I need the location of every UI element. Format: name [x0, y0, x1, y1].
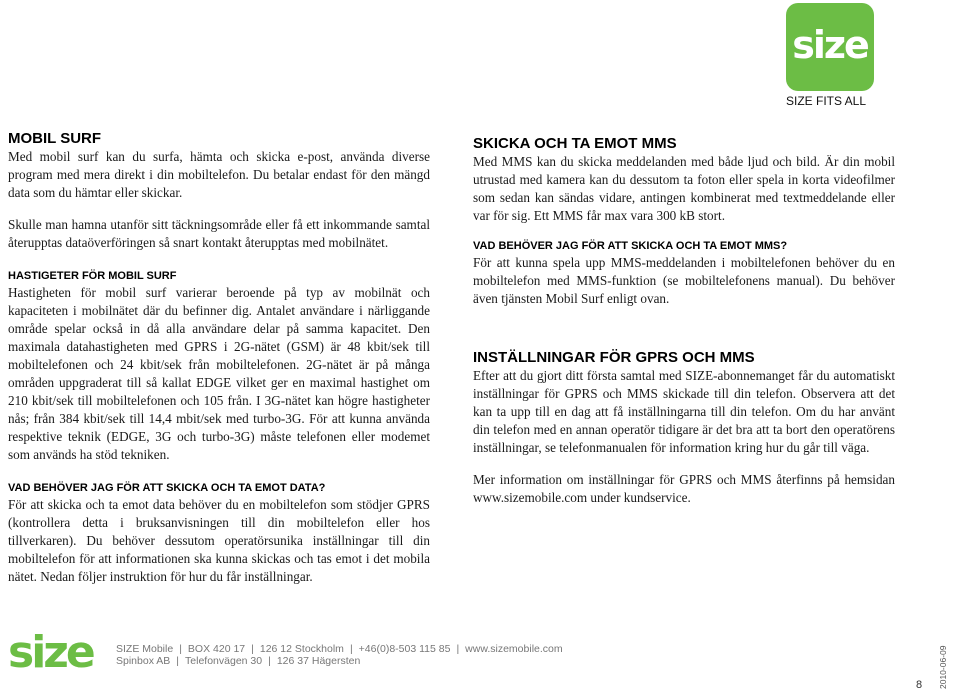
- section-title-mms: SKICKA OCH TA EMOT MMS: [473, 135, 677, 152]
- footer-address-line-1: SIZE Mobile | BOX 420 17 | 126 12 Stockholm | +46(0)8-503 115 85 | www.sizemobile.com: [116, 643, 563, 655]
- paragraph-settings: Efter att du gjort ditt första samtal med SIZE-abonnemanget får du automatiskt inställningar för GPRS och MMS skickade till din telefon. Observera att det kan ta upp till en dag att få inställningarna till din telefon. Om du har använt din telefon med en annan operatör tidigare är det bra att ta bort den operatörens inställningar, se telefonmanualen för information kring hur du går till väga.: [473, 368, 895, 455]
- paragraph-mms-intro: Med MMS kan du skicka meddelanden med både ljud och bild. Är din mobil utrustad med kamera kan du dessutom ta foton eller spela in korta videofilmer som sedan kan sändas vidare, antingen kombinerat med textmeddelande eller var för sig. Ett MMS får max vara 300 kB stort.: [473, 154, 895, 223]
- footer-logo: size: [8, 627, 93, 678]
- footer-street: Telefonvägen 30: [185, 655, 263, 667]
- paragraph-more-info: Mer information om inställningar för GPRS och MMS återfinns på hemsidan www.sizemobile.com under kundservice.: [473, 472, 895, 505]
- subheading-need-data: VAD BEHÖVER JAG FÖR ATT SKICKA OCH TA EMOT DATA?: [8, 482, 326, 494]
- logo-text: size: [792, 23, 868, 67]
- footer-company-2: Spinbox AB: [116, 655, 171, 667]
- paragraph-need-data: För att skicka och ta emot data behöver du en mobiltelefon som stödjer GPRS (kontrollera detta i bruksanvisningen till din mobiltelefon eller hos tillverkaren). Du behöver dessutom operatörsunika inställningar till din mobiltelefon för att informationen ska kunna skickas och tas emot i det mobila nätet. Nedan följer instruktion för hur du får inställningar.: [8, 497, 430, 584]
- paragraph-speeds: Hastigheten för mobil surf varierar beroende på typ av mobilnät och kapaciteten i mobilnätet där du befinner dig. Antalet användare i närliggande område spelar också in då alla användare delar på samma kapacitet. Den maximala datahastigheten med GPRS i 2G-nätet (GSM) är 48 kbit/sek till mobiltelefonen och 24 kbit/sek från mobiltelefonen. 2G-nätet är på många områden uppgraderat till så kallat EDGE vilket ger en maximal hastighet om 210 kbit/sek till mobiltelefonen och 105 från. I 3G-nätet kan högre hastigheter nås; från 384 kbit/sek till 14,4 mbit/sek med turbo-3G. För att kunna använda respektive teknik (EDGE, 3G och turbo-3G) måste telefonen eller modemet som används ha stöd tekniken.: [8, 285, 430, 462]
- size-logo: [786, 3, 874, 91]
- footer-postal: 126 12 Stockholm: [259, 643, 344, 655]
- footer-address-line-2: Spinbox AB | Telefonvägen 30 | 126 37 Hägersten: [116, 655, 361, 667]
- footer: [0, 625, 960, 691]
- footer-phone: +46(0)8-503 115 85: [358, 643, 451, 655]
- left-column: [8, 130, 430, 586]
- paragraph-need-mms: För att kunna spela upp MMS-meddelanden i mobiltelefonen behöver du en mobiltelefon med MMS-funktion (se mobiltelefonens manual). Du behöver även tjänsten Mobil Surf enligt ovan.: [473, 255, 895, 306]
- tagline: SIZE FITS ALL: [786, 94, 867, 108]
- section-title-settings: INSTÄLLNINGAR FÖR GPRS OCH MMS: [473, 349, 755, 366]
- document-date: 2010-06-09: [938, 645, 948, 689]
- subheading-need-mms: VAD BEHÖVER JAG FÖR ATT SKICKA OCH TA EMOT MMS?: [473, 240, 788, 252]
- section-title-mobil-surf: MOBIL SURF: [8, 130, 102, 147]
- footer-company: SIZE Mobile: [116, 643, 174, 655]
- right-column: [473, 135, 895, 507]
- footer-box: BOX 420 17: [187, 643, 246, 655]
- page-number: 8: [916, 679, 923, 691]
- paragraph-coverage: Skulle man hamna utanför sitt täckningsområde eller få ett inkommande samtal återupptas dataöverföringen så snart kontakt återupptas med mobilnätet.: [8, 217, 430, 250]
- paragraph-mobil-surf-intro: Med mobil surf kan du surfa, hämta och skicka e-post, använda diverse program med mera direkt i din mobiltelefon. Du betalar endast för den mängd data som du hämtar eller skickar.: [8, 149, 430, 200]
- subheading-speeds: HASTIGETER FÖR MOBIL SURF: [8, 270, 177, 282]
- footer-website-link[interactable]: www.sizemobile.com: [465, 643, 563, 655]
- footer-postal-2: 126 37 Hägersten: [276, 655, 361, 667]
